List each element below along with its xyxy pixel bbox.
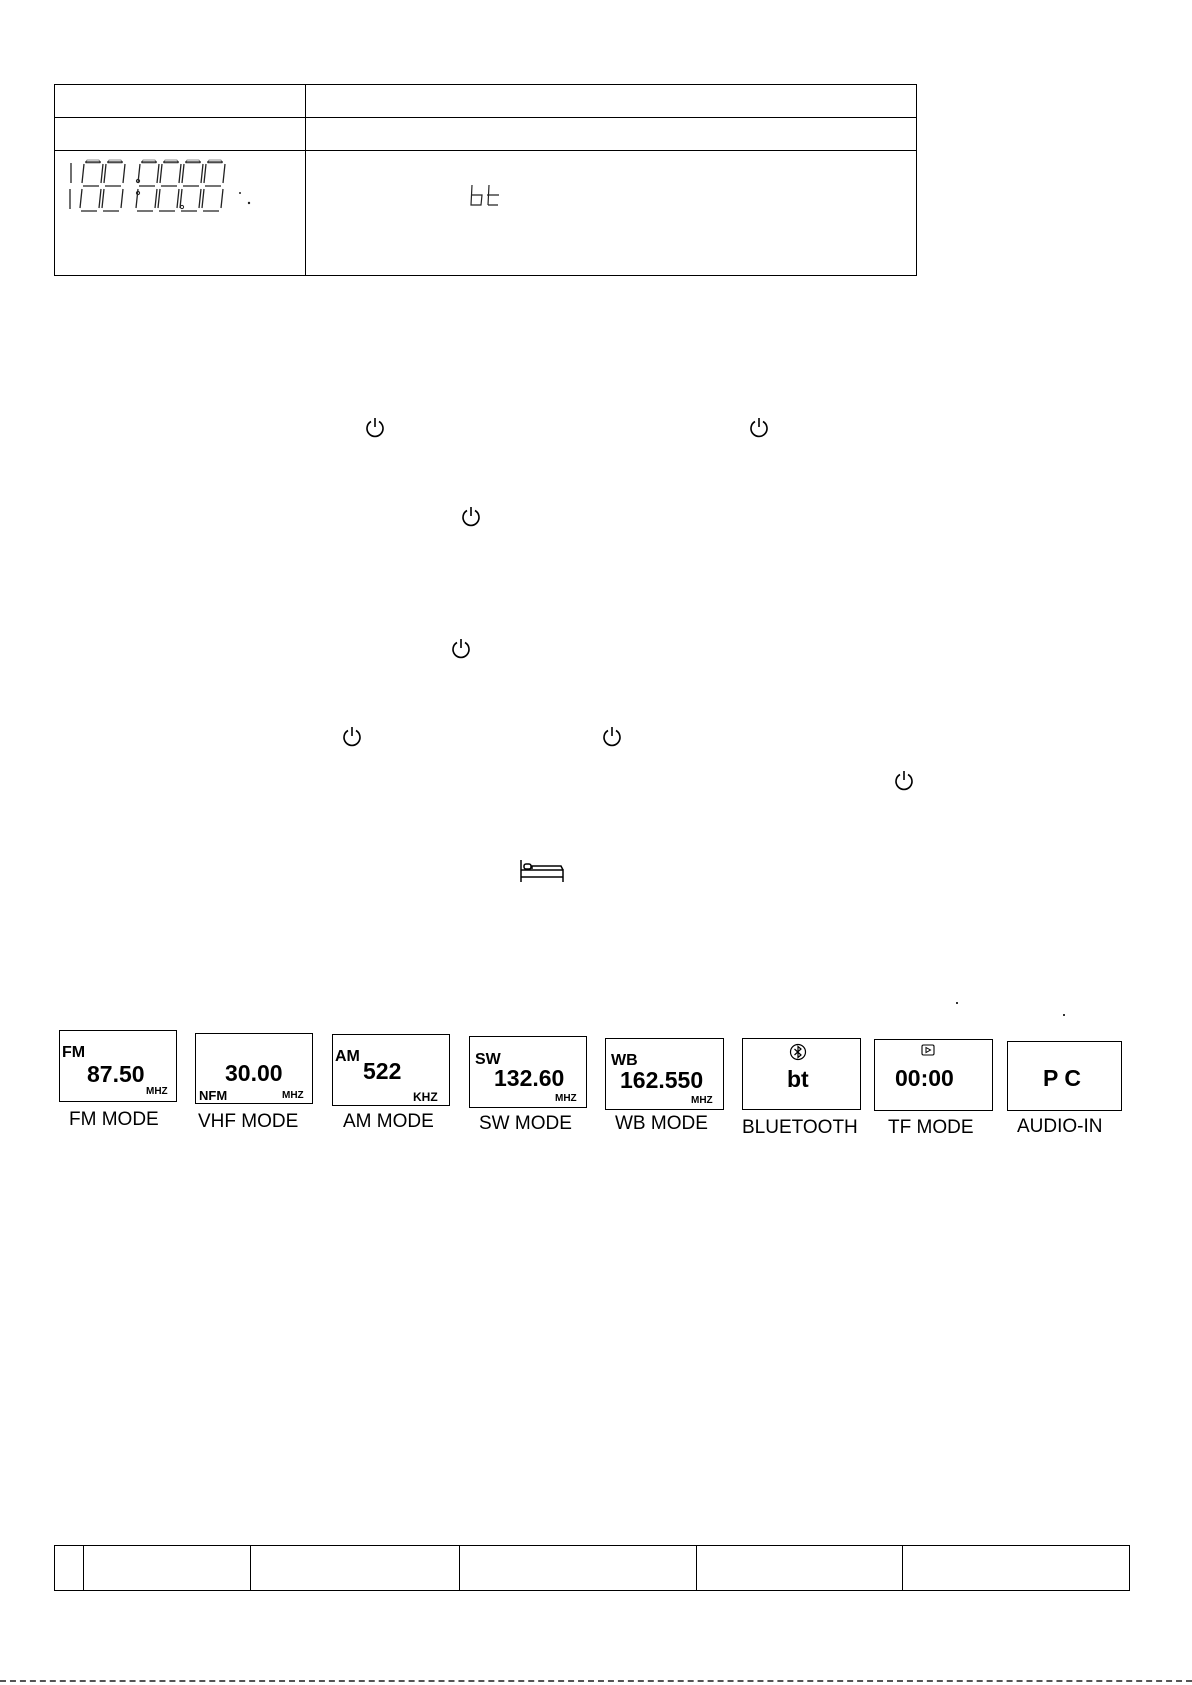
- panel-caption: AM MODE: [343, 1111, 434, 1132]
- audio-in-value: P C: [1043, 1065, 1081, 1091]
- bt-value: bt: [787, 1066, 809, 1092]
- lcd-panel-audio-in: [1007, 1041, 1122, 1111]
- mode-label: AM: [335, 1048, 360, 1065]
- lcd-panel-vhf: [195, 1033, 313, 1104]
- frequency-value: 132.60: [494, 1065, 565, 1091]
- power-icon: [340, 725, 364, 749]
- panel-caption: TF MODE: [888, 1117, 974, 1138]
- panel-caption: WB MODE: [615, 1113, 708, 1134]
- speck: [956, 1002, 958, 1004]
- lcd-panel-fm: [59, 1030, 177, 1102]
- frequency-value: 162.550: [620, 1067, 704, 1093]
- unit-label: MHZ: [691, 1095, 713, 1106]
- mode-label: SW: [475, 1051, 501, 1068]
- bottom-table-row: [54, 1545, 1130, 1591]
- panel-caption: AUDIO-IN: [1017, 1116, 1103, 1137]
- lcd-panel-wb: [605, 1038, 724, 1110]
- table-divider: [83, 1546, 84, 1590]
- table-divider: [696, 1546, 697, 1590]
- unit-label: MHZ: [282, 1090, 304, 1101]
- seven-segment-display-icon: [65, 159, 287, 213]
- power-icon: [892, 769, 916, 793]
- table-divider: [250, 1546, 251, 1590]
- power-icon: [449, 637, 473, 661]
- bt-segment-glyph-icon: [469, 183, 503, 209]
- mode-label: FM: [62, 1044, 86, 1061]
- unit-label: MHZ: [146, 1086, 168, 1097]
- page-edge-dashed-line: [0, 1680, 1192, 1682]
- mode-label: WB: [611, 1052, 638, 1069]
- bluetooth-icon: [789, 1043, 807, 1061]
- table-divider: [459, 1546, 460, 1590]
- table-row: [55, 85, 916, 118]
- sub-mode-label: NFM: [199, 1088, 228, 1103]
- unit-label: KHZ: [413, 1090, 438, 1104]
- speck: [1063, 1014, 1065, 1016]
- lcd-panel-bluetooth: [742, 1038, 861, 1110]
- unit-label: MHZ: [555, 1093, 577, 1104]
- sleep-bed-icon: [519, 858, 565, 884]
- lcd-panel-am: [332, 1034, 450, 1106]
- table-divider: [305, 85, 306, 275]
- display-table: [54, 84, 917, 276]
- panel-caption: VHF MODE: [198, 1111, 299, 1132]
- panel-caption: SW MODE: [479, 1113, 572, 1134]
- frequency-value: 87.50: [87, 1061, 145, 1087]
- time-value: 00:00: [895, 1065, 954, 1091]
- power-icon: [747, 416, 771, 440]
- table-row: [55, 117, 916, 151]
- play-icon: [921, 1044, 935, 1056]
- panel-caption: BLUETOOTH: [742, 1117, 858, 1138]
- power-icon: [459, 505, 483, 529]
- frequency-value: 30.00: [225, 1060, 283, 1086]
- frequency-value: 522: [363, 1058, 402, 1084]
- panel-caption: FM MODE: [69, 1109, 159, 1130]
- lcd-panel-sw: [469, 1036, 587, 1108]
- lcd-panel-tf: [874, 1039, 993, 1111]
- power-icon: [600, 725, 624, 749]
- power-icon: [363, 416, 387, 440]
- table-divider: [902, 1546, 903, 1590]
